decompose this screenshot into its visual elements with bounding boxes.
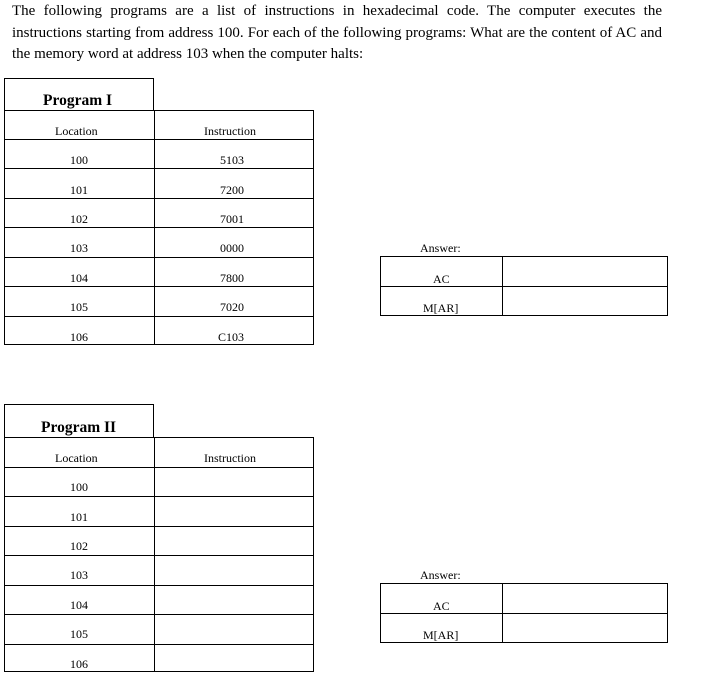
- program1-instruction-cell: 7001: [220, 212, 244, 226]
- program1-mar-label: M[AR]: [423, 301, 459, 315]
- program2-header-instruction: Instruction: [204, 451, 256, 465]
- intro-paragraph: The following programs are a list of instructions in hexadecimal code. The computer executes the instructions starting from address 100. For each of the following programs: What are the content of AC and the memory word at address 103 when the computer halts:: [12, 3, 662, 62]
- program1-answer-label: Answer:: [420, 241, 461, 255]
- program1-location-cell: 101: [70, 183, 88, 197]
- program1-location-cell: 103: [70, 241, 88, 255]
- program1-location-cell: 100: [70, 153, 88, 167]
- program1-instruction-cell: 7020: [220, 300, 244, 314]
- program2-title-box: [4, 404, 154, 438]
- program1-title-box: [4, 78, 154, 111]
- program1-instruction-cell: 0000: [220, 241, 244, 255]
- program1-instruction-cell: 7800: [220, 271, 244, 285]
- program1-answer-table: [380, 256, 668, 316]
- program1-location-cell: 106: [70, 330, 88, 344]
- program2-location-cell: 101: [70, 510, 88, 524]
- program1-location-cell: 105: [70, 300, 88, 314]
- program2-location-cell: 103: [70, 568, 88, 582]
- program2-location-cell: 105: [70, 627, 88, 641]
- program2-location-cell: 100: [70, 480, 88, 494]
- program2-title: Program II: [41, 419, 117, 436]
- program1-location-cell: 102: [70, 212, 88, 226]
- program2-header-location: Location: [55, 451, 98, 465]
- program2-table: [4, 437, 314, 672]
- program2-ac-label: AC: [433, 599, 450, 613]
- program1-instruction-cell: 5103: [220, 153, 244, 167]
- program1-header-location: Location: [55, 124, 98, 138]
- program1-instruction-cell: 7200: [220, 183, 244, 197]
- program1-ac-label: AC: [433, 272, 450, 286]
- program2-location-cell: 106: [70, 657, 88, 671]
- program2-answer-label: Answer:: [420, 568, 461, 582]
- program2-location-cell: 102: [70, 539, 88, 553]
- program1-table: [4, 110, 314, 345]
- program1-title: Program I: [43, 92, 113, 109]
- program2-location-cell: 104: [70, 598, 88, 612]
- program2-mar-label: M[AR]: [423, 628, 459, 642]
- program1-instruction-cell: C103: [218, 330, 245, 344]
- program1-header-instruction: Instruction: [204, 124, 256, 138]
- program2-answer-table: [380, 583, 668, 643]
- program1-location-cell: 104: [70, 271, 88, 285]
